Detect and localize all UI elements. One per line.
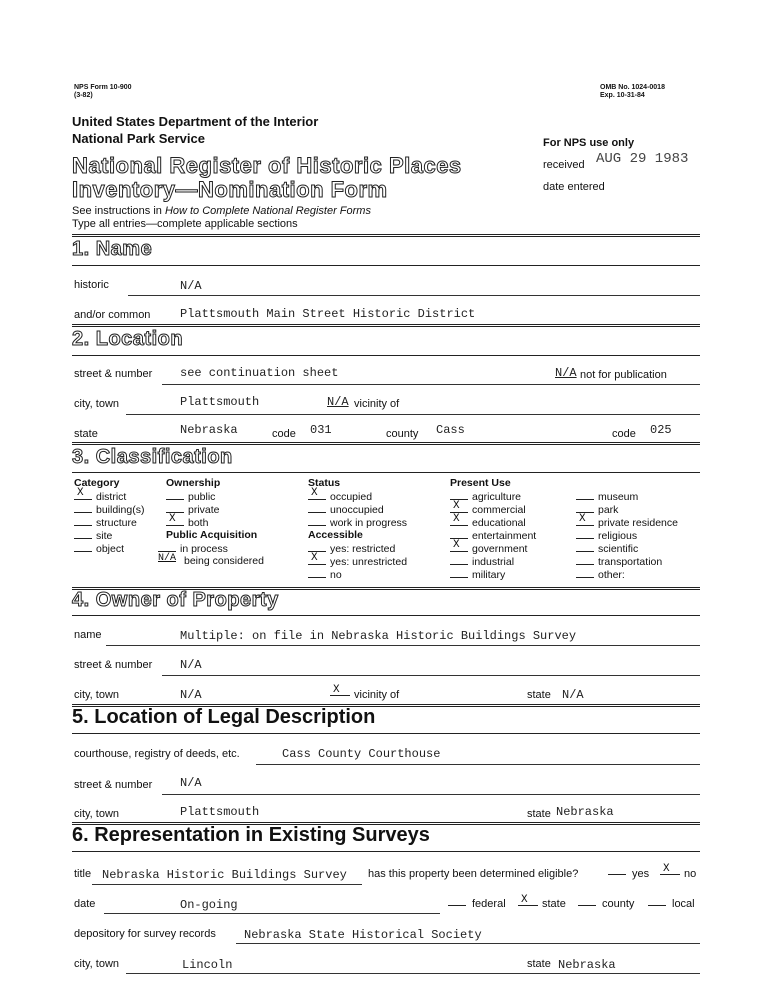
federal-label: federal (472, 898, 506, 910)
instructions-line-1: See instructions in How to Complete National Register Forms (72, 205, 371, 217)
eligible-yes-label: yes (632, 868, 650, 880)
section-divider (72, 472, 700, 473)
county-value[interactable]: Cass (436, 423, 465, 437)
survey-date-value[interactable]: On-going (180, 898, 238, 912)
checkbox-option[interactable] (158, 555, 264, 568)
historic-value[interactable]: N/A (180, 279, 202, 293)
checkbox-line[interactable] (576, 568, 594, 578)
legal-street-value[interactable]: N/A (180, 776, 202, 790)
checkbox-label: no (330, 569, 342, 581)
state-code-label: code (272, 428, 296, 440)
form-number: NPS Form 10-900 (74, 84, 132, 91)
local-survey-label: local (672, 898, 695, 910)
checkbox-option[interactable] (576, 542, 678, 555)
checkbox-line[interactable] (450, 529, 468, 539)
checkbox-mark: X (579, 513, 586, 525)
checkbox-label: both (188, 517, 209, 529)
section-divider (72, 265, 700, 266)
checkbox-option[interactable] (450, 568, 536, 581)
checkbox-mark: N/A (158, 553, 177, 564)
checkbox-label: religious (598, 530, 638, 542)
owner-city-label: city, town (74, 689, 120, 701)
section-6-heading: 6. Representation in Existing Surveys (72, 824, 430, 846)
checkbox-option[interactable] (308, 552, 408, 568)
section-divider (72, 355, 700, 356)
checkbox-line[interactable] (308, 552, 326, 565)
ownership-list (166, 490, 220, 529)
checkbox-mark: X (453, 513, 460, 525)
county-code-value[interactable]: 025 (650, 423, 672, 437)
checkbox-line[interactable] (576, 503, 594, 513)
county-code-label: code (612, 428, 636, 440)
present-use-list-b (576, 490, 678, 581)
section-divider (72, 234, 700, 237)
depository-label: depository for survey records (74, 928, 216, 940)
section-4-heading: 4. Owner of Property (72, 589, 279, 611)
state-code-value[interactable]: 031 (310, 423, 332, 437)
checkbox-option[interactable] (450, 539, 536, 555)
legal-street-label: street & number (74, 779, 153, 791)
checkbox-line[interactable] (308, 487, 326, 500)
checkbox-label: industrial (472, 556, 515, 568)
form-date: (3-82) (74, 92, 93, 99)
checkbox-label: structure (96, 517, 137, 529)
section-divider (72, 324, 700, 327)
field-line (126, 973, 700, 974)
received-stamp: AUG 29 1983 (596, 151, 689, 167)
checkbox-line[interactable] (308, 542, 326, 552)
checkbox-label: other: (598, 569, 625, 581)
survey-state-value[interactable]: Nebraska (558, 958, 616, 972)
depository-value[interactable]: Nebraska State Historical Society (244, 928, 482, 942)
nps-use-label: For NPS use only (543, 137, 635, 149)
checkbox-option[interactable] (450, 490, 536, 503)
eligible-no-label: no (684, 868, 697, 880)
checkbox-label: commercial (472, 504, 526, 516)
checkbox-option[interactable] (308, 487, 407, 503)
checkbox-label: entertainment (472, 530, 537, 542)
checkbox-label: being considered (184, 555, 264, 567)
checkbox-line[interactable] (308, 503, 326, 513)
state-value[interactable]: Nebraska (180, 423, 238, 437)
checkbox-option[interactable] (450, 513, 536, 529)
checkbox-line[interactable] (158, 542, 176, 552)
checkbox-line[interactable] (450, 539, 468, 552)
owner-vicinity-checkbox[interactable]: X (330, 683, 354, 701)
checkbox-option[interactable] (308, 542, 407, 555)
field-line (162, 675, 700, 676)
status-list (308, 487, 408, 529)
checkbox-option[interactable] (308, 516, 407, 529)
agency-subname: National Park Service (72, 131, 205, 146)
owner-name-label: name (74, 629, 102, 641)
checkbox-option[interactable] (576, 513, 678, 529)
category-list (74, 487, 145, 555)
checkbox-label: museum (598, 491, 639, 503)
checkbox-label: agriculture (472, 491, 522, 503)
checkbox-label: yes: unrestricted (330, 556, 408, 568)
county-survey-label: county (602, 898, 635, 910)
section-5-heading: 5. Location of Legal Description (72, 706, 376, 728)
checkbox-label: private residence (598, 517, 678, 529)
checkbox-option[interactable] (576, 529, 678, 542)
survey-title-value[interactable]: Nebraska Historic Buildings Survey (102, 868, 347, 882)
checkbox-label: work in progress (330, 517, 408, 529)
checkbox-line[interactable] (576, 542, 594, 552)
checkbox-option[interactable] (74, 516, 144, 529)
checkbox-option[interactable] (576, 503, 678, 516)
owner-state-label: state (527, 689, 551, 701)
checkbox-option[interactable] (450, 529, 536, 542)
legal-state-value[interactable]: Nebraska (556, 805, 614, 819)
survey-date-label: date (74, 898, 96, 910)
checkbox-line[interactable] (450, 513, 468, 526)
checkbox-mark: X (311, 552, 318, 564)
instructions-line-2: Type all entries—complete applicable sections (72, 218, 298, 230)
checkbox-mark: X (77, 487, 84, 499)
survey-city-label: city, town (74, 958, 120, 970)
vicinity-value[interactable]: N/A (327, 395, 349, 409)
checkbox-line[interactable] (450, 568, 468, 578)
state-survey-label: state (542, 898, 566, 910)
courthouse-value[interactable]: Cass County Courthouse (282, 747, 441, 761)
checkbox-line[interactable] (576, 513, 594, 526)
checkbox-line[interactable] (74, 487, 92, 500)
historic-label: historic (74, 279, 109, 291)
checkbox-mark: X (453, 500, 460, 512)
street-value[interactable]: see continuation sheet (180, 366, 339, 380)
acquisition-list (158, 542, 264, 568)
present-use-list-a (450, 490, 536, 581)
checkbox-label: educational (472, 517, 526, 529)
checkbox-line[interactable] (450, 500, 468, 513)
checkbox-line[interactable] (166, 503, 184, 513)
checkbox-label: transportation (598, 556, 663, 568)
checkbox-option[interactable] (74, 503, 144, 516)
checkbox-option[interactable] (576, 568, 678, 581)
ownership-heading: Ownership (166, 477, 221, 489)
vicinity-label: vicinity of (354, 398, 400, 410)
checkbox-label: building(s) (96, 504, 145, 516)
status-heading: Status (308, 477, 341, 489)
section-2-heading: 2. Location (72, 328, 184, 350)
owner-city-value[interactable]: N/A (180, 688, 202, 702)
checkbox-option[interactable] (166, 490, 220, 503)
legal-city-label: city, town (74, 808, 120, 820)
checkbox-option[interactable] (450, 500, 536, 516)
present-use-heading: Present Use (450, 477, 511, 489)
checkbox-label: site (96, 530, 113, 542)
checkbox-option[interactable] (74, 529, 144, 542)
checkbox-line[interactable] (166, 513, 184, 526)
eligible-yes-checkbox[interactable] (608, 862, 630, 880)
legal-city-value[interactable]: Plattsmouth (180, 805, 260, 819)
section-3-heading: 3. Classification (72, 446, 233, 468)
omb-number: OMB No. 1024-0018 (600, 84, 665, 91)
city-value[interactable]: Plattsmouth (180, 395, 260, 409)
checkbox-line[interactable] (576, 529, 594, 539)
checkbox-line[interactable] (74, 503, 92, 513)
checkbox-label: public (188, 491, 216, 503)
checkbox-label: private (188, 504, 220, 516)
checkbox-mark: X (169, 513, 176, 525)
local-checkbox[interactable] (648, 893, 670, 911)
checkbox-line[interactable] (308, 516, 326, 526)
county-checkbox[interactable] (578, 893, 600, 911)
checkbox-label: unoccupied (330, 504, 384, 516)
checkbox-option[interactable] (308, 568, 407, 581)
common-name-value[interactable]: Plattsmouth Main Street Historic District (180, 307, 476, 321)
survey-title-label: title (74, 868, 92, 880)
checkbox-mark: X (453, 539, 460, 551)
checkbox-option[interactable] (74, 542, 144, 555)
checkbox-label: park (598, 504, 619, 516)
owner-state-value[interactable]: N/A (562, 688, 584, 702)
checkbox-option[interactable] (576, 555, 678, 568)
category-heading: Category (74, 477, 120, 489)
acquisition-heading: Public Acquisition (166, 529, 258, 541)
checkbox-label: object (96, 543, 125, 555)
checkbox-line[interactable] (158, 555, 180, 564)
checkbox-label: military (472, 569, 506, 581)
field-line (92, 884, 362, 885)
section-divider (72, 733, 700, 734)
field-line (104, 913, 440, 914)
owner-street-label: street & number (74, 659, 153, 671)
checkbox-mark: X (311, 487, 318, 499)
field-line (128, 295, 700, 296)
section-1-heading: 1. Name (72, 238, 153, 260)
checkbox-line[interactable] (308, 568, 326, 578)
checkbox-option[interactable] (74, 487, 144, 503)
checkbox-label: scientific (598, 543, 639, 555)
checkbox-line[interactable] (450, 490, 468, 500)
checkbox-option[interactable] (166, 513, 220, 529)
checkbox-line[interactable] (74, 516, 92, 526)
received-label: received (543, 159, 585, 171)
checkbox-line[interactable] (166, 490, 184, 500)
not-for-publication-label: not for publication (580, 369, 667, 381)
state-survey-checkbox[interactable]: X (518, 893, 542, 911)
owner-name-value[interactable]: Multiple: on file in Nebraska Historic Buildings Survey (180, 629, 577, 643)
courthouse-label: courthouse, registry of deeds, etc. (74, 748, 240, 760)
federal-checkbox[interactable] (448, 893, 470, 911)
checkbox-line[interactable] (576, 490, 594, 500)
city-label: city, town (74, 398, 120, 410)
checkbox-label: yes: restricted (330, 543, 396, 555)
owner-street-value[interactable]: N/A (180, 658, 202, 672)
checkbox-line[interactable] (74, 542, 92, 552)
state-label: state (74, 428, 98, 440)
not-for-publication-value[interactable]: N/A (555, 366, 577, 380)
form-title: National Register of Historic Places (72, 153, 462, 178)
field-line (256, 764, 700, 765)
section-divider (72, 851, 700, 852)
date-entered-label: date entered (543, 181, 605, 193)
common-name-label: and/or common (74, 309, 151, 321)
checkbox-option[interactable] (576, 490, 678, 503)
county-label: county (386, 428, 419, 440)
legal-state-label: state (527, 808, 551, 820)
field-line (162, 794, 700, 795)
checkbox-label: occupied (330, 491, 373, 503)
section-divider (72, 615, 700, 616)
field-line (106, 645, 700, 646)
field-line (126, 414, 700, 415)
checkbox-label: in process (180, 543, 228, 555)
checkbox-line[interactable] (576, 555, 594, 565)
eligible-question: has this property been determined eligible? (368, 868, 579, 880)
owner-vicinity-label: vicinity of (354, 689, 400, 701)
accessible-heading: Accessible (308, 529, 363, 541)
expiration-date: Exp. 10-31-84 (600, 92, 645, 99)
form-subtitle: Inventory—Nomination Form (72, 177, 388, 202)
checkbox-label: district (96, 491, 127, 503)
survey-state-label: state (527, 958, 551, 970)
agency-name: United States Department of the Interior (72, 114, 319, 129)
checkbox-line[interactable] (450, 555, 468, 565)
accessible-list (308, 542, 407, 581)
checkbox-option[interactable] (450, 555, 536, 568)
section-divider (72, 442, 700, 445)
survey-city-value[interactable]: Lincoln (182, 958, 233, 972)
checkbox-label: government (472, 543, 528, 555)
eligible-no-checkbox[interactable]: X (660, 862, 684, 880)
street-label: street & number (74, 368, 153, 380)
field-line (162, 384, 700, 385)
checkbox-option[interactable] (308, 503, 407, 516)
field-line (236, 943, 700, 944)
checkbox-line[interactable] (74, 529, 92, 539)
